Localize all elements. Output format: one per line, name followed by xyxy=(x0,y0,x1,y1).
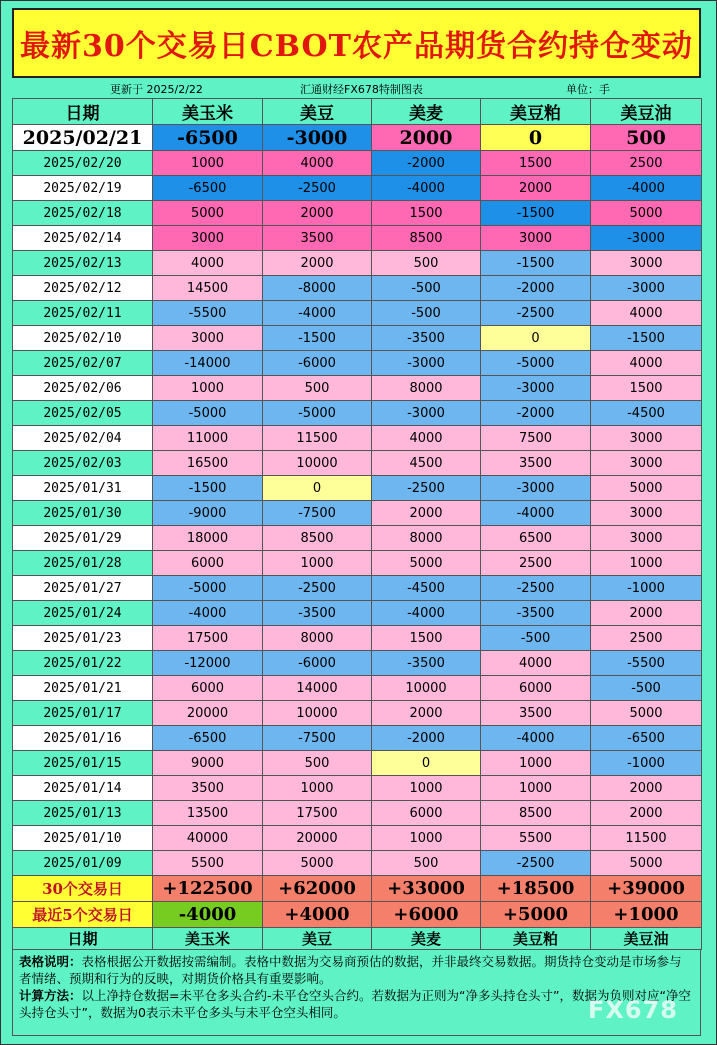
value-cell: -5000 xyxy=(153,401,263,426)
footer-column-header: 美豆油 xyxy=(591,928,702,950)
table-row xyxy=(13,726,702,751)
value-cell: 3500 xyxy=(263,226,372,251)
value-cell: 1000 xyxy=(591,551,702,576)
value-cell: 500 xyxy=(372,851,481,876)
value-cell: -3000 xyxy=(591,276,702,301)
watermark-logo: FX678 xyxy=(588,996,678,1024)
value-cell: -3000 xyxy=(372,401,481,426)
date-cell: 2025/01/15 xyxy=(13,751,153,776)
value-cell: 2500 xyxy=(481,551,591,576)
table-row xyxy=(13,551,702,576)
value-cell: -6500 xyxy=(153,176,263,201)
value-cell: 8500 xyxy=(263,526,372,551)
value-cell: 4000 xyxy=(263,151,372,176)
value-cell: 0 xyxy=(263,476,372,501)
value-cell: -7500 xyxy=(263,501,372,526)
table-row xyxy=(13,276,702,301)
footer-column-header: 美玉米 xyxy=(153,928,263,950)
notes-method-label: 计算方法： xyxy=(19,988,82,1003)
value-cell: -3000 xyxy=(591,226,702,251)
value-cell: 5000 xyxy=(153,201,263,226)
value-cell: 8500 xyxy=(481,801,591,826)
summary-value: -4000 xyxy=(153,902,263,928)
value-cell: -2500 xyxy=(263,176,372,201)
value-cell: 1500 xyxy=(372,626,481,651)
value-cell: 1000 xyxy=(372,776,481,801)
value-cell: 11000 xyxy=(153,426,263,451)
table-row xyxy=(13,351,702,376)
summary-label: 最近5个交易日 xyxy=(13,902,153,928)
date-cell: 2025/02/20 xyxy=(13,151,153,176)
value-cell: -500 xyxy=(372,301,481,326)
value-cell: -5000 xyxy=(153,576,263,601)
value-cell: 5000 xyxy=(591,201,702,226)
value-cell: 10000 xyxy=(372,676,481,701)
date-cell: 2025/02/12 xyxy=(13,276,153,301)
table-body xyxy=(13,125,702,928)
date-cell: 2025/02/11 xyxy=(13,301,153,326)
footer-column-header: 美豆 xyxy=(263,928,372,950)
date-cell: 2025/01/30 xyxy=(13,501,153,526)
table-row xyxy=(13,476,702,501)
date-cell: 2025/02/06 xyxy=(13,376,153,401)
value-cell: -6500 xyxy=(153,726,263,751)
value-cell: -6000 xyxy=(263,651,372,676)
table-row xyxy=(13,426,702,451)
value-cell: -3000 xyxy=(481,376,591,401)
value-cell: 20000 xyxy=(153,701,263,726)
value-cell: -500 xyxy=(481,626,591,651)
value-cell: 8000 xyxy=(372,526,481,551)
value-cell: -500 xyxy=(591,676,702,701)
value-cell: -3500 xyxy=(372,651,481,676)
value-cell: 1000 xyxy=(263,551,372,576)
column-header: 日期 xyxy=(13,99,153,125)
value-cell: 13500 xyxy=(153,801,263,826)
value-cell: 1000 xyxy=(372,826,481,851)
date-cell: 2025/01/27 xyxy=(13,576,153,601)
table-row xyxy=(13,201,702,226)
table-row xyxy=(13,776,702,801)
column-header: 美豆油 xyxy=(591,99,702,125)
summary-value: +18500 xyxy=(481,876,591,902)
value-cell: -6500 xyxy=(153,125,263,151)
value-cell: 7500 xyxy=(481,426,591,451)
value-cell: -1000 xyxy=(591,751,702,776)
date-cell: 2025/02/21 xyxy=(13,125,153,151)
value-cell: 3000 xyxy=(591,426,702,451)
value-cell: -3500 xyxy=(481,601,591,626)
value-cell: -5000 xyxy=(263,401,372,426)
value-cell: 500 xyxy=(591,125,702,151)
value-cell: 3500 xyxy=(481,451,591,476)
value-cell: -14000 xyxy=(153,351,263,376)
table-row xyxy=(13,576,702,601)
latest-row xyxy=(13,125,702,151)
value-cell: -2500 xyxy=(263,576,372,601)
value-cell: 6000 xyxy=(481,676,591,701)
footer-column-header: 日期 xyxy=(13,928,153,950)
table-row xyxy=(13,176,702,201)
value-cell: -6500 xyxy=(591,726,702,751)
value-cell: 5000 xyxy=(591,701,702,726)
table-row xyxy=(13,526,702,551)
value-cell: 3000 xyxy=(153,326,263,351)
value-cell: 3000 xyxy=(591,251,702,276)
value-cell: 14000 xyxy=(263,676,372,701)
value-cell: -2000 xyxy=(372,726,481,751)
value-cell: 1000 xyxy=(153,376,263,401)
value-cell: 500 xyxy=(263,376,372,401)
value-cell: 2000 xyxy=(481,176,591,201)
value-cell: 5500 xyxy=(481,826,591,851)
summary-value: +122500 xyxy=(153,876,263,902)
source-label: 汇通财经FX678特制图表 xyxy=(300,83,423,96)
value-cell: -3500 xyxy=(372,326,481,351)
date-cell: 2025/01/13 xyxy=(13,801,153,826)
date-cell: 2025/01/17 xyxy=(13,701,153,726)
value-cell: 4000 xyxy=(481,651,591,676)
date-cell: 2025/01/31 xyxy=(13,476,153,501)
chart-title: 最新30个交易日CBOT农产品期货合约持仓变动 xyxy=(12,8,701,78)
date-cell: 2025/01/10 xyxy=(13,826,153,851)
value-cell: 500 xyxy=(372,251,481,276)
value-cell: -2500 xyxy=(481,576,591,601)
value-cell: -4000 xyxy=(263,301,372,326)
value-cell: 2500 xyxy=(591,151,702,176)
summary-value: +5000 xyxy=(481,902,591,928)
value-cell: 1000 xyxy=(153,151,263,176)
value-cell: -3000 xyxy=(372,351,481,376)
value-cell: 17500 xyxy=(153,626,263,651)
value-cell: -2500 xyxy=(481,851,591,876)
value-cell: -3500 xyxy=(263,601,372,626)
value-cell: 17500 xyxy=(263,801,372,826)
table-row xyxy=(13,626,702,651)
value-cell: 2000 xyxy=(591,601,702,626)
value-cell: -2500 xyxy=(372,476,481,501)
value-cell: -500 xyxy=(372,276,481,301)
position-table xyxy=(12,98,702,950)
value-cell: 8500 xyxy=(372,226,481,251)
summary-row xyxy=(13,876,702,902)
value-cell: 3500 xyxy=(481,701,591,726)
value-cell: -1500 xyxy=(481,251,591,276)
table-row xyxy=(13,851,702,876)
value-cell: 5000 xyxy=(591,851,702,876)
column-header: 美豆 xyxy=(263,99,372,125)
date-cell: 2025/02/04 xyxy=(13,426,153,451)
date-cell: 2025/02/19 xyxy=(13,176,153,201)
value-cell: -12000 xyxy=(153,651,263,676)
table-row xyxy=(13,651,702,676)
value-cell: 500 xyxy=(263,751,372,776)
summary-value: +62000 xyxy=(263,876,372,902)
value-cell: -1500 xyxy=(263,326,372,351)
summary-value: +6000 xyxy=(372,902,481,928)
value-cell: -1500 xyxy=(481,201,591,226)
value-cell: -3000 xyxy=(481,476,591,501)
value-cell: 5000 xyxy=(591,476,702,501)
value-cell: -4000 xyxy=(481,501,591,526)
value-cell: 3000 xyxy=(591,451,702,476)
value-cell: 6500 xyxy=(481,526,591,551)
date-cell: 2025/02/05 xyxy=(13,401,153,426)
table-row xyxy=(13,376,702,401)
value-cell: -7500 xyxy=(263,726,372,751)
date-cell: 2025/01/21 xyxy=(13,676,153,701)
value-cell: 11500 xyxy=(591,826,702,851)
value-cell: -4000 xyxy=(372,601,481,626)
table-row xyxy=(13,401,702,426)
date-cell: 2025/02/10 xyxy=(13,326,153,351)
value-cell: 3000 xyxy=(481,226,591,251)
value-cell: 1000 xyxy=(481,751,591,776)
date-cell: 2025/01/16 xyxy=(13,726,153,751)
value-cell: 2000 xyxy=(591,801,702,826)
summary-value: +39000 xyxy=(591,876,702,902)
value-cell: 2000 xyxy=(263,201,372,226)
value-cell: 1000 xyxy=(481,776,591,801)
value-cell: 4000 xyxy=(153,251,263,276)
value-cell: 4000 xyxy=(591,301,702,326)
summary-label: 30个交易日 xyxy=(13,876,153,902)
value-cell: 10000 xyxy=(263,451,372,476)
table-row xyxy=(13,451,702,476)
value-cell: -2000 xyxy=(481,401,591,426)
header-row xyxy=(13,99,702,125)
value-cell: 1500 xyxy=(372,201,481,226)
date-cell: 2025/01/09 xyxy=(13,851,153,876)
table-row xyxy=(13,301,702,326)
value-cell: 2000 xyxy=(372,125,481,151)
table-row xyxy=(13,151,702,176)
value-cell: 20000 xyxy=(263,826,372,851)
date-cell: 2025/01/28 xyxy=(13,551,153,576)
date-cell: 2025/02/13 xyxy=(13,251,153,276)
value-cell: -4000 xyxy=(372,176,481,201)
date-cell: 2025/02/18 xyxy=(13,201,153,226)
value-cell: 1500 xyxy=(481,151,591,176)
column-header: 美麦 xyxy=(372,99,481,125)
table-row xyxy=(13,701,702,726)
summary-value: +33000 xyxy=(372,876,481,902)
value-cell: 6000 xyxy=(372,801,481,826)
value-cell: 0 xyxy=(481,125,591,151)
value-cell: -4000 xyxy=(153,601,263,626)
value-cell: 9000 xyxy=(153,751,263,776)
summary-value: +1000 xyxy=(591,902,702,928)
value-cell: -2000 xyxy=(372,151,481,176)
value-cell: -5500 xyxy=(591,651,702,676)
column-header: 美玉米 xyxy=(153,99,263,125)
column-header: 美豆粕 xyxy=(481,99,591,125)
table-row xyxy=(13,676,702,701)
value-cell: 4000 xyxy=(591,351,702,376)
value-cell: 6000 xyxy=(153,551,263,576)
value-cell: 18000 xyxy=(153,526,263,551)
date-cell: 2025/01/23 xyxy=(13,626,153,651)
value-cell: -5000 xyxy=(481,351,591,376)
value-cell: 2500 xyxy=(591,626,702,651)
value-cell: 16500 xyxy=(153,451,263,476)
summary-value: +4000 xyxy=(263,902,372,928)
value-cell: 14500 xyxy=(153,276,263,301)
value-cell: 3500 xyxy=(153,776,263,801)
value-cell: -2000 xyxy=(481,276,591,301)
table-row xyxy=(13,601,702,626)
value-cell: -3000 xyxy=(263,125,372,151)
value-cell: -6000 xyxy=(263,351,372,376)
value-cell: 2000 xyxy=(372,501,481,526)
value-cell: -4000 xyxy=(481,726,591,751)
notes-desc-label: 表格说明： xyxy=(19,954,82,969)
value-cell: 11500 xyxy=(263,426,372,451)
date-cell: 2025/01/29 xyxy=(13,526,153,551)
notes-method-text: 以上净持仓数据=未平仓多头合约-未平仓空头合约。若数据为正则为“净多头持仓头寸”，数据为负则对应“净空头持仓头寸”，数据为0表示未平仓多头与未平仓空头相同。 xyxy=(19,988,691,1020)
value-cell: 5500 xyxy=(153,851,263,876)
value-cell: -8000 xyxy=(263,276,372,301)
value-cell: -4500 xyxy=(591,401,702,426)
date-cell: 2025/02/03 xyxy=(13,451,153,476)
value-cell: 40000 xyxy=(153,826,263,851)
value-cell: 4000 xyxy=(372,426,481,451)
date-cell: 2025/02/14 xyxy=(13,226,153,251)
value-cell: -4500 xyxy=(372,576,481,601)
table-row xyxy=(13,826,702,851)
value-cell: 6000 xyxy=(153,676,263,701)
table-row xyxy=(13,226,702,251)
value-cell: -9000 xyxy=(153,501,263,526)
date-cell: 2025/01/22 xyxy=(13,651,153,676)
value-cell: 2000 xyxy=(263,251,372,276)
date-cell: 2025/01/24 xyxy=(13,601,153,626)
date-cell: 2025/02/07 xyxy=(13,351,153,376)
value-cell: 10000 xyxy=(263,701,372,726)
footer-column-header: 美麦 xyxy=(372,928,481,950)
value-cell: 8000 xyxy=(263,626,372,651)
value-cell: 5000 xyxy=(263,851,372,876)
value-cell: 3000 xyxy=(591,526,702,551)
date-cell: 2025/01/14 xyxy=(13,776,153,801)
value-cell: 8000 xyxy=(372,376,481,401)
table-row xyxy=(13,251,702,276)
value-cell: 0 xyxy=(481,326,591,351)
footer-header-row xyxy=(13,928,702,950)
table-row xyxy=(13,501,702,526)
value-cell: 2000 xyxy=(372,701,481,726)
value-cell: 1000 xyxy=(263,776,372,801)
value-cell: -5500 xyxy=(153,301,263,326)
value-cell: 5000 xyxy=(372,551,481,576)
value-cell: 2000 xyxy=(591,776,702,801)
table-row xyxy=(13,326,702,351)
table-row xyxy=(13,751,702,776)
value-cell: 3000 xyxy=(591,501,702,526)
notes-desc-text: 表格根据公开数据按需编制。表格中数据为交易商预估的数据，并非最终交易数据。期货持仓变动是市场参与者情绪、预期和行为的反映，对期货价格具有重要影响。 xyxy=(19,954,682,986)
table-row xyxy=(13,801,702,826)
value-cell: 1500 xyxy=(591,376,702,401)
value-cell: -4000 xyxy=(591,176,702,201)
summary-row xyxy=(13,902,702,928)
unit-label: 单位：手 xyxy=(566,83,610,96)
value-cell: 0 xyxy=(372,751,481,776)
value-cell: -2500 xyxy=(481,301,591,326)
value-cell: -1500 xyxy=(591,326,702,351)
updated-date: 更新于 2025/2/22 xyxy=(110,83,203,96)
value-cell: -1500 xyxy=(153,476,263,501)
value-cell: 3000 xyxy=(153,226,263,251)
value-cell: 4500 xyxy=(372,451,481,476)
value-cell: -1000 xyxy=(591,576,702,601)
footer-column-header: 美豆粕 xyxy=(481,928,591,950)
